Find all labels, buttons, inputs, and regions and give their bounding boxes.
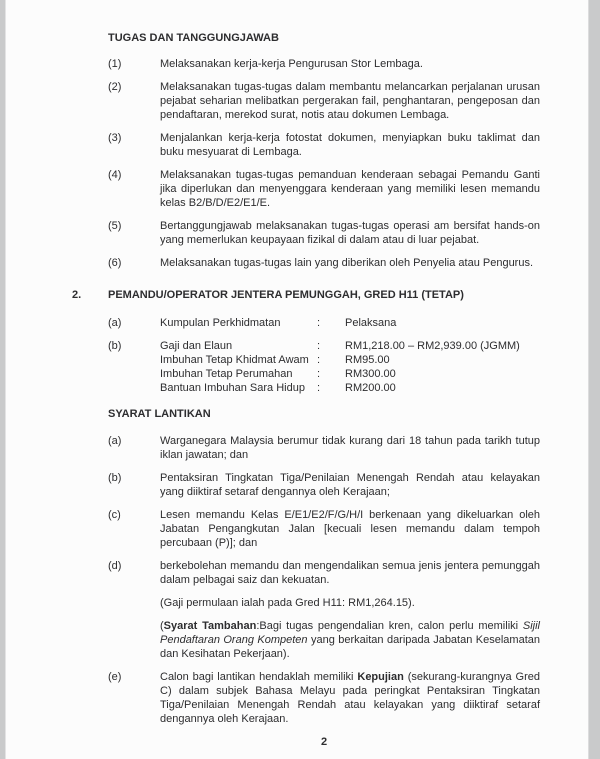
item-number-empty xyxy=(108,596,160,610)
item-text: Warganegara Malaysia berumur tidak kurang dari 18 tahun pada tarikh tutup iklan jawatan; dan xyxy=(160,435,540,461)
syarat-item-d xyxy=(108,559,540,587)
section-jawatan xyxy=(72,288,540,395)
info-row-kumpulan xyxy=(108,316,540,330)
info-value: RM200.00 xyxy=(345,382,396,394)
page-content xyxy=(72,31,540,749)
info-row-khidmat-awam xyxy=(108,353,540,367)
note-text: (Gaji permulaan ialah pada Gred H11: RM1,264.15). xyxy=(160,597,415,609)
item-text: Bertanggungjawab melaksanakan tugas-tugas operasi am bersifat hands-on yang memerlukan keupayaan fizikal di dalam atau di luar pejabat. xyxy=(160,220,540,246)
item-e-pre: Calon bagi lantikan hendaklah memiliki xyxy=(160,671,358,683)
item-text: berkebolehan memandu dan mengendalikan semua jenis jentera pemunggah dalam pelbagai saiz dan kekuatan. xyxy=(160,560,540,586)
info-row-sara-hidup xyxy=(108,381,540,395)
item-number: (1) xyxy=(108,58,122,70)
item-text: Melaksanakan tugas-tugas lain yang diberikan oleh Penyelia atau Pengurus. xyxy=(160,257,534,269)
note-bold-phrase: Syarat Tambahan xyxy=(163,620,257,632)
item-text: Melaksanakan tugas-tugas dalam membantu melancarkan perjalanan urusan pejabat seharian melibatkan pergerakan fail, penghantaran, pengeposan dan pendaftaran, merekod surat, notis atau dokumen Lembaga. xyxy=(160,81,540,121)
info-field: Imbuhan Tetap Khidmat Awam xyxy=(160,354,309,366)
item-e-post: (sekurang-kurangnya Gred C) dalam subjek Bahasa Melayu pada peringkat Pentaksiran Tingkatan Tiga/Penilaian Menengah Rendah atau kelayakan yang diiktiraf setaraf dengannya oleh Kerajaan. xyxy=(160,671,540,725)
note-syarat-tambahan xyxy=(108,619,540,661)
tugas-item-1 xyxy=(108,57,540,71)
item-text: Melaksanakan tugas-tugas pemanduan kenderaan sebagai Pemandu Ganti jika diperlukan dan menyenggara kenderaan yang memiliki lesen memandu kelas B2/B/D/E2/E1/E. xyxy=(160,169,540,209)
section-tugas-heading: TUGAS DAN TANGGUNGJAWAB xyxy=(108,32,279,44)
item-text: Menjalankan kerja-kerja fotostat dokumen, menyiapkan buku taklimat dan buku mesyuarat di Lembaga. xyxy=(160,132,540,158)
note-open: ( xyxy=(160,620,164,632)
note-italic-phrase: Sijil Pendaftaran Orang Kompeten xyxy=(160,620,541,646)
info-value: RM1,218.00 – RM2,939.00 (JGMM) xyxy=(345,340,520,352)
colon-separator: : xyxy=(317,368,321,380)
item-number: (e) xyxy=(108,671,122,683)
item-number: (c) xyxy=(108,509,121,521)
section-jawatan-heading-row xyxy=(72,288,540,302)
info-row-perumahan xyxy=(108,367,540,381)
item-number: (4) xyxy=(108,169,122,181)
item-number: (b) xyxy=(108,472,122,484)
section-number: 2. xyxy=(72,289,82,301)
item-number: (a) xyxy=(108,435,122,447)
note-gaji-permulaan xyxy=(108,596,540,610)
info-value: RM300.00 xyxy=(345,368,396,380)
jawatan-info xyxy=(108,316,540,395)
section-jawatan-heading: PEMANDU/OPERATOR JENTERA PEMUNGGAH, GRED H11 (TETAP) xyxy=(108,289,464,301)
item-number: (d) xyxy=(108,560,122,572)
item-number-empty xyxy=(108,619,160,661)
tugas-item-4 xyxy=(108,168,540,210)
info-label xyxy=(108,367,160,381)
info-label xyxy=(108,381,160,395)
syarat-item-c xyxy=(108,508,540,550)
item-number: (2) xyxy=(108,81,122,93)
section-syarat-heading: SYARAT LANTIKAN xyxy=(108,408,211,420)
item-number: (5) xyxy=(108,220,122,232)
info-value: RM95.00 xyxy=(345,354,390,366)
syarat-item-e xyxy=(108,670,540,726)
info-field: Kumpulan Perkhidmatan xyxy=(160,317,281,329)
note-mid: :Bagi tugas pengendalian kren, calon perlu memiliki xyxy=(256,620,523,632)
colon-separator: : xyxy=(317,382,321,394)
colon-separator: : xyxy=(317,340,321,352)
info-value: Pelaksana xyxy=(345,317,397,329)
item-number: (3) xyxy=(108,132,122,144)
tugas-item-2 xyxy=(108,80,540,122)
info-field: Gaji dan Elaun xyxy=(160,340,233,352)
info-row-gaji xyxy=(108,339,540,353)
tugas-item-3 xyxy=(108,131,540,159)
info-label: (b) xyxy=(108,340,122,352)
tugas-item-5 xyxy=(108,219,540,247)
info-field: Bantuan Imbuhan Sara Hidup xyxy=(160,382,305,394)
colon-separator: : xyxy=(317,317,321,329)
syarat-item-b xyxy=(108,471,540,499)
item-text: Melaksanakan kerja-kerja Pengurusan Stor Lembaga. xyxy=(160,58,423,70)
syarat-item-a xyxy=(108,434,540,462)
section-tugas xyxy=(108,31,540,270)
info-field: Imbuhan Tetap Perumahan xyxy=(160,368,293,380)
scan-left-edge xyxy=(0,0,6,759)
note-end: yang berkaitan daripada Jabatan Keselamatan dan Kesihatan Pekerjaan). xyxy=(160,634,540,660)
note-text xyxy=(160,619,540,661)
colon-separator: : xyxy=(317,354,321,366)
tugas-item-6 xyxy=(108,256,540,270)
item-text: Lesen memandu Kelas E/E1/E2/F/G/H/I berkenaan yang dikeluarkan oleh Jabatan Pengangkutan Jalan [kecuali lesen memandu dalam tempoh percubaan (P)]; dan xyxy=(160,509,540,549)
page-number: 2 xyxy=(320,736,328,748)
item-text: Pentaksiran Tingkatan Tiga/Penilaian Menengah Rendah atau kelayakan yang diiktiraf setaraf dengannya oleh Kerajaan; xyxy=(160,472,540,498)
info-label: (a) xyxy=(108,317,122,329)
info-label xyxy=(108,353,160,367)
section-syarat xyxy=(108,407,540,726)
scan-right-edge xyxy=(588,0,600,759)
item-text xyxy=(160,670,540,726)
item-e-bold-phrase: Kepujian xyxy=(357,671,404,683)
item-number: (6) xyxy=(108,257,122,269)
